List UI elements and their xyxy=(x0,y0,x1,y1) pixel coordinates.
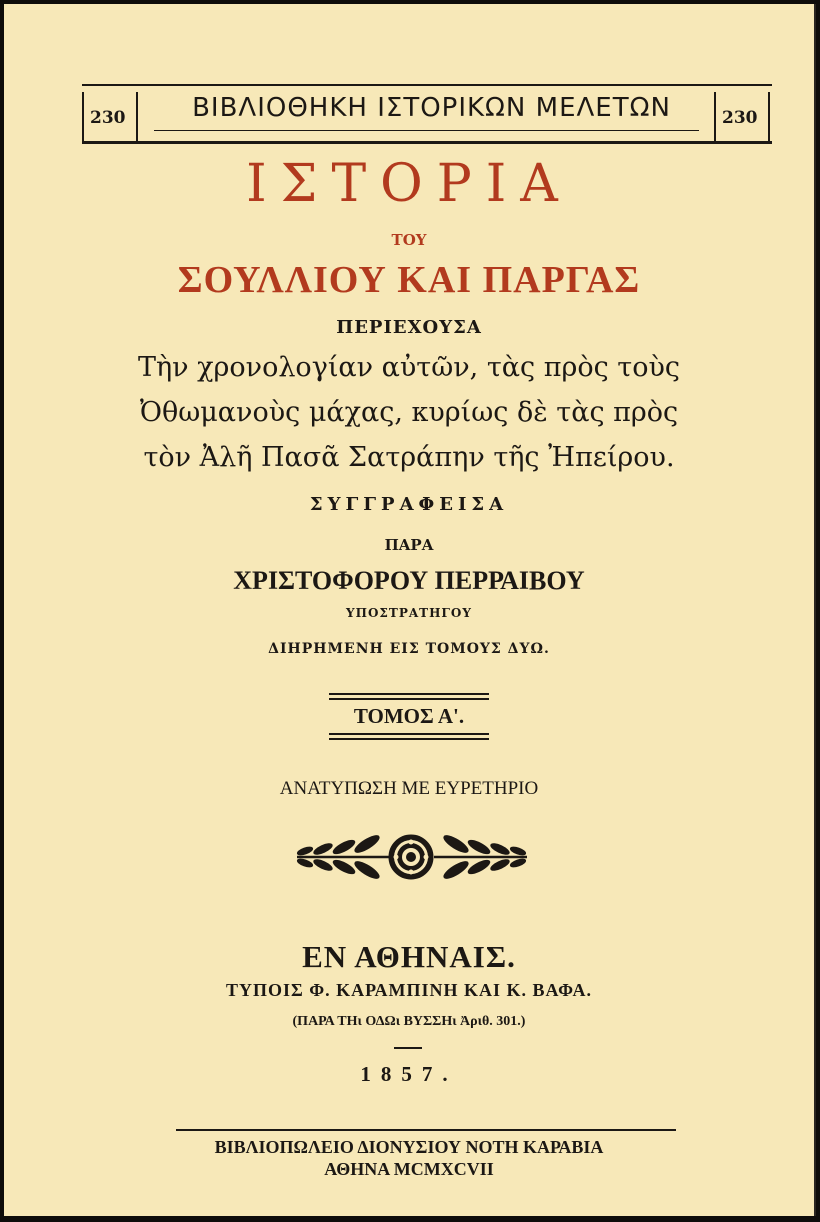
book-title: ΙΣΤΟΡΙΑ xyxy=(246,154,572,214)
publisher-rule xyxy=(176,1129,676,1131)
description-line-3: τὸν Ἀλῆ Πασᾶ Σατράπην τῆς Ἠπείρου. xyxy=(143,442,675,473)
laurel-rosette-ornament xyxy=(289,829,534,885)
series-number-left: 230 xyxy=(90,108,126,128)
author-rank: ΥΠΟΣΤΡΑΤΗΓΟΥ xyxy=(346,606,472,620)
by-label: ΠΑΡΑ xyxy=(384,536,434,554)
containing-label: ΠΕΡΙΕΧΟΥΣΑ xyxy=(336,317,482,338)
imprint-place: ΕΝ ΑΘΗΝΑΙΣ. xyxy=(302,939,516,974)
description-line-2: Ὀθωμανοὺς μάχας, κυρίως δὲ τὰς πρὸς xyxy=(139,397,679,428)
volume-rule-top-1 xyxy=(329,693,489,695)
volume-label: ΤΟΜΟΣ Α'. xyxy=(353,704,465,728)
book-subtitle: ΣΟΥΛΛΙΟΥ ΚΑΙ ΠΑΡΓΑΣ xyxy=(177,259,641,301)
volumes-note: ΔΙΗΡΗΜΕΝΗ ΕΙΣ ΤΟΜΟΥΣ ΔΥΩ. xyxy=(268,641,550,657)
volume-rule-top-2 xyxy=(329,698,489,700)
author-name: ΧΡΙΣΤΟΦΟΡΟΥ ΠΕΡΡΑΙΒΟΥ xyxy=(233,566,585,595)
imprint-address: (ΠΑΡΑ ΤΗι ΟΔΩι ΒΥΣΣΗι Ἀριθ. 301.) xyxy=(292,1014,526,1029)
volume-rule-bottom-2 xyxy=(329,738,489,740)
publisher-name: ΒΙΒΛΙΟΠΩΛΕΙΟ ΔΙΟΝΥΣΙΟΥ ΝΟΤΗ ΚΑΡΑΒΙΑ xyxy=(214,1137,604,1157)
description-line-1: Τὴν χρονολογίαν αὐτῶν, τὰς πρὸς τοὺς xyxy=(137,352,681,383)
imprint-printer: ΤΥΠΟΙΣ Φ. ΚΑΡΑΜΠΙΝΗ ΚΑΙ Κ. ΒΑΦΑ. xyxy=(225,980,593,1000)
book-cover xyxy=(4,4,816,1216)
series-number-right: 230 xyxy=(722,108,758,128)
publisher-place-year: ΑΘΗΝΑ MCMXCVII xyxy=(324,1159,494,1179)
imprint-rule xyxy=(394,1047,422,1049)
series-title-underline xyxy=(154,130,699,131)
written-label: ΣΥΓΓΡΑΦΕΙΣΑ xyxy=(309,494,509,515)
reprint-note: ΑΝΑΤΥΠΩΣΗ ΜΕ ΕΥΡΕΤΗΡΙΟ xyxy=(279,778,539,799)
series-title: ΒΙΒΛΙΟΘΗΚΗ ΙΣΤΟΡΙΚΩΝ ΜΕΛΕΤΩΝ xyxy=(192,93,671,123)
header-rule-top xyxy=(82,84,772,86)
book-title-of: ΤΟΥ xyxy=(391,231,427,249)
imprint-year: 1857. xyxy=(360,1062,458,1086)
header-rule-bottom xyxy=(82,141,772,144)
volume-rule-bottom-1 xyxy=(329,733,489,735)
